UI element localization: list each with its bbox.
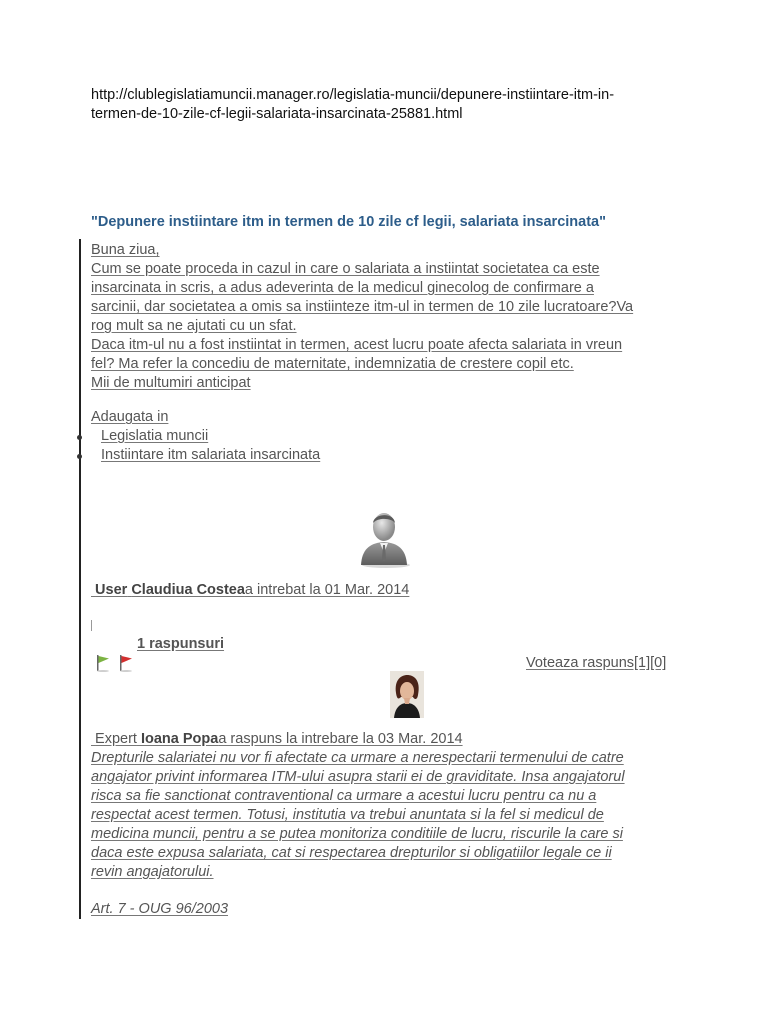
- asker-byline: [91, 581, 409, 600]
- answer-line: risca sa fie sanctionat contraventional ca urmare a acestui lucru pentru ca nu a: [91, 788, 597, 804]
- left-border-line: [79, 239, 81, 919]
- green-flag-icon[interactable]: [95, 654, 111, 672]
- expert-date: a raspuns la intrebare la 03 Mar. 2014: [218, 731, 463, 747]
- bullet-icon: [77, 454, 82, 459]
- question-line: insarcinata in scris, a adus adeverinta de la medicul ginecolog de confirmare a: [91, 280, 594, 296]
- question-title: "Depunere instiintare itm in termen de 10 zile cf legii, salariata insarcinata": [91, 214, 606, 230]
- user-silhouette-icon: [356, 509, 412, 569]
- answer-body: [91, 749, 673, 882]
- asker-name[interactable]: Claudiua Costea: [131, 582, 245, 598]
- question-line: Daca itm-ul nu a fost instiintat in termen, acest lucru poate afecta salariata in vreun: [91, 337, 623, 353]
- question-line: Cum se poate proceda in cazul in care o salariata a instiintat societatea ca este: [91, 261, 600, 277]
- question-line: Mii de multumiri anticipat: [91, 375, 251, 391]
- answer-line: medicina muncii, pentru a se putea monitoriza conditiile de lucru, riscurile la care si: [91, 826, 623, 842]
- expert-prefix: Expert: [95, 731, 137, 747]
- answer-line: respectat acest termen. Totusi, institutia va trebui anuntata si la fel si medicul de: [91, 807, 604, 823]
- asker-date: a intrebat la 01 Mar. 2014: [244, 582, 410, 598]
- asker-prefix: User: [95, 582, 128, 598]
- tag-link[interactable]: Instiintare itm salariata insarcinata: [101, 447, 321, 463]
- question-line: rog mult sa ne ajutati cu un sfat.: [91, 318, 297, 334]
- question-line: Buna ziua,: [91, 242, 160, 258]
- added-in-label: Adaugata in: [91, 409, 169, 425]
- url-line: termen-de-10-zile-cf-legii-salariata-insarcinata-25881.html: [91, 106, 463, 122]
- legal-reference[interactable]: Art. 7 - OUG 96/2003: [91, 901, 229, 917]
- tag-link[interactable]: Legislatia muncii: [101, 428, 209, 444]
- expert-byline: [91, 730, 463, 749]
- question-body: [91, 241, 691, 393]
- red-flag-icon[interactable]: [118, 654, 134, 672]
- answers-count[interactable]: 1 raspunsuri: [137, 636, 225, 652]
- expert-photo: [390, 671, 424, 718]
- answer-line: daca este expusa salariata, cat si respectarea drepturilor si obligatiilor legale ce ii: [91, 845, 612, 861]
- separator-mark: [91, 620, 92, 631]
- expert-name[interactable]: Ioana Popa: [140, 731, 219, 747]
- question-line: fel? Ma refer la concediu de maternitate, indemnizatia de crestere copil etc.: [91, 356, 574, 372]
- url-line: http://clublegislatiamuncii.manager.ro/legislatia-muncii/depunere-instiintare-itm-in-: [91, 87, 615, 103]
- vote-answer-link[interactable]: Voteaza raspuns[1][0]: [526, 655, 667, 671]
- answer-line: revin angajatorului.: [91, 864, 214, 880]
- question-line: sarcinii, dar societatea a omis sa instiinteze itm-ul in termen de 10 zile lucratoare?Va: [91, 299, 634, 315]
- answer-line: Drepturile salariatei nu vor fi afectate ca urmare a nerespectarii termenului de catre: [91, 750, 624, 766]
- source-url[interactable]: [91, 86, 691, 124]
- bullet-icon: [77, 435, 82, 440]
- answer-line: angajator privint informarea ITM-ului asupra starii ei de graviditate. Insa angajatorul: [91, 769, 625, 785]
